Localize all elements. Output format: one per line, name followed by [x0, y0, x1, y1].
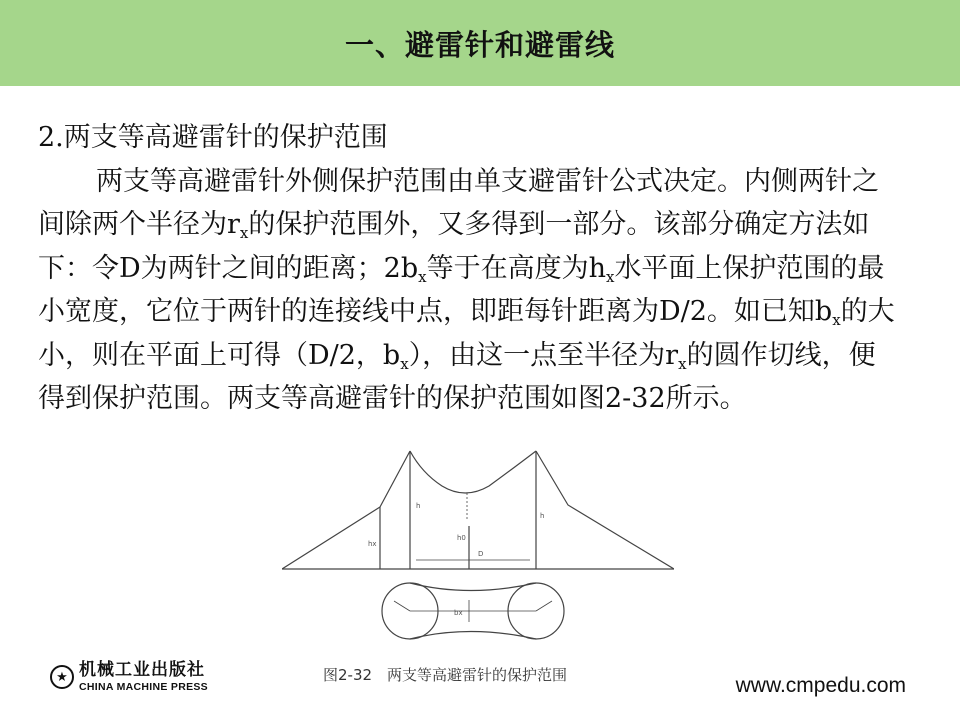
slide-title: 一、避雷针和避雷线 [344, 27, 615, 62]
diagram-svg [282, 448, 674, 646]
h-label-left: h [416, 502, 421, 510]
website-url: www.cmpedu.com [735, 674, 906, 697]
text-run: 的圆作切线，便得到保护范围。两支等高避雷针的保护范围如图2-32所示。 [38, 339, 876, 414]
right-outer-boundary [536, 451, 674, 569]
plan-lower-tangent [410, 632, 536, 640]
hx-label: hx [368, 540, 377, 548]
subscript-x: x [418, 267, 427, 286]
publisher-logo [50, 662, 208, 693]
subscript-x: x [832, 311, 841, 329]
slide-body [38, 116, 898, 421]
protection-range-diagram [282, 448, 674, 646]
bx-label: bx [454, 609, 463, 617]
figure-caption: 图2-32 两支等高避雷针的保护范围 [323, 666, 568, 684]
right-radius-line [536, 601, 552, 611]
text-run: 两支等高避雷针外侧保护范围由单支避雷针公式决定。内侧两针之间除两个半径为r [38, 165, 879, 240]
subscript-x: x [605, 267, 615, 286]
subscript-x: x [400, 354, 409, 373]
left-radius-line [394, 601, 410, 611]
h0-label: h0 [457, 534, 466, 542]
text-run: 的大小，则在平面上可得（D/2，b [38, 296, 895, 371]
star-icon: ★ [50, 665, 74, 689]
text-run: ），由这一点至半径为r [408, 339, 679, 371]
left-outer-boundary [282, 451, 410, 569]
section-heading: 2.两支等高避雷针的保护范围 [38, 122, 388, 153]
text-run: 水平面上保护范围的最小宽度，它位于两针的连接线中点，即距每针距离为D/2。如已知b [38, 252, 885, 327]
inner-arc [410, 451, 536, 493]
logo-english: CHINA MACHINE PRESS [79, 681, 208, 693]
logo-chinese: 机械工业出版社 [79, 660, 205, 680]
title-bar [0, 0, 960, 86]
d-label: D [478, 550, 484, 558]
subscript-x: x [678, 354, 687, 373]
text-run: 等于在高度为h [426, 252, 606, 284]
plan-upper-tangent [410, 583, 536, 591]
body-paragraph [38, 160, 898, 421]
logo-text [79, 662, 208, 693]
text-run: 的保护范围外，又多得到一部分。该部分确定方法如下：令D为两针之间的距离；2b [38, 209, 870, 284]
subscript-x: x [239, 224, 249, 242]
h-label-right: h [540, 512, 545, 520]
